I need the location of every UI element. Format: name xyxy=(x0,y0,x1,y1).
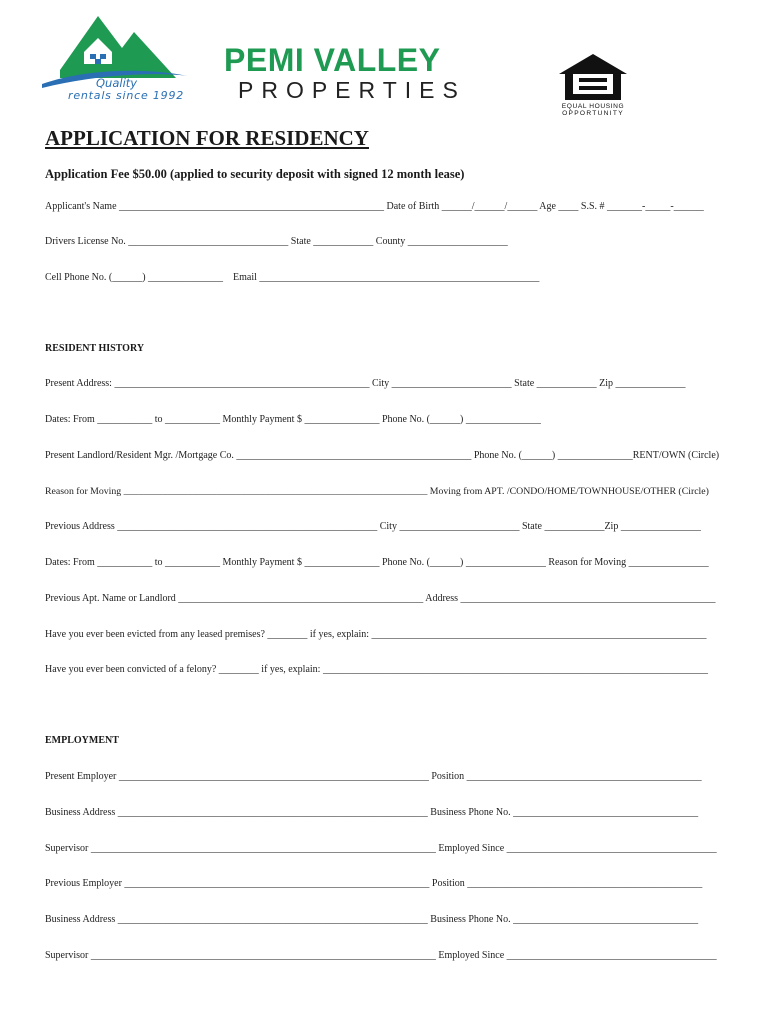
application-fee: Application Fee $50.00 (applied to security deposit with signed 12 month lease) xyxy=(45,167,465,181)
applicant-name-row[interactable]: Applicant's Name _____________________________________________________ Date of Birth ______/______/______ Age ____ S.S. # _______-_____-______ xyxy=(45,201,704,212)
form-title: APPLICATION FOR RESIDENCY xyxy=(45,126,369,150)
company-logo xyxy=(38,12,466,108)
cell-phone-row[interactable]: Cell Phone No. (______) _______________ Email ________________________________________________________ xyxy=(45,272,540,283)
present-landlord-row[interactable]: Present Landlord/Resident Mgr. /Mortgage Co. _______________________________________________ Phone No. (______) _______________RENT/OWN (Circle) xyxy=(45,450,720,461)
business-address-row-1[interactable]: Business Address ______________________________________________________________ Business Phone No. _____________________________________ xyxy=(45,807,699,818)
dates-row-2[interactable]: Dates: From ___________ to ___________ Monthly Payment $ _______________ Phone No. (______) ________________ Reason for Moving ________________ xyxy=(45,557,709,568)
business-address-row-2[interactable]: Business Address ______________________________________________________________ Business Phone No. _____________________________________ xyxy=(45,914,699,925)
brand-subtitle: PROPERTIES xyxy=(238,77,466,103)
eho-line1: EQUAL HOUSING xyxy=(561,103,625,110)
equal-housing-logo xyxy=(557,52,629,120)
previous-landlord-row[interactable]: Previous Apt. Name or Landlord _________________________________________________ Address ___________________________________________________ xyxy=(45,593,716,604)
equal-housing-icon xyxy=(557,52,629,102)
tagline-quality: Quality xyxy=(96,76,138,90)
eho-line2: OPPORTUNITY xyxy=(562,110,624,117)
supervisor-row-2[interactable]: Supervisor _____________________________________________________________________ Employed Since __________________________________________ xyxy=(45,950,717,961)
brand-name: PEMI VALLEY xyxy=(224,42,441,78)
previous-address-row[interactable]: Previous Address ____________________________________________________ City ________________________ State ____________Zip ________________ xyxy=(45,521,701,532)
present-employer-row[interactable]: Present Employer ______________________________________________________________ Position _______________________________________________ xyxy=(45,771,702,782)
felony-row[interactable]: Have you ever been convicted of a felony? ________ if yes, explain: _____________________________________________________________________________ xyxy=(45,664,708,675)
tagline-since: rentals since 1992 xyxy=(68,89,185,102)
reason-for-moving-row[interactable]: Reason for Moving ______________________________________________________________ Moving from APT. /CONDO/HOME/TOWNHOUSE/OTHER (Circle) xyxy=(45,486,709,497)
previous-employer-row[interactable]: Previous Employer _____________________________________________________________ Position _______________________________________________ xyxy=(45,878,703,889)
evicted-row[interactable]: Have you ever been evicted from any leased premises? ________ if yes, explain: ___________________________________________________________________ xyxy=(45,629,707,640)
drivers-license-row[interactable]: Drivers License No. ________________________________ State ____________ County ____________________ xyxy=(45,236,508,247)
section-employment: EMPLOYMENT xyxy=(45,735,119,746)
supervisor-row-1[interactable]: Supervisor _____________________________________________________________________ Employed Since __________________________________________ xyxy=(45,843,717,854)
present-address-row[interactable]: Present Address: ___________________________________________________ City ________________________ State ____________ Zip ______________ xyxy=(45,378,686,389)
section-resident-history: RESIDENT HISTORY xyxy=(45,343,145,354)
dates-row-1[interactable]: Dates: From ___________ to ___________ Monthly Payment $ _______________ Phone No. (______) _______________ xyxy=(45,414,541,425)
